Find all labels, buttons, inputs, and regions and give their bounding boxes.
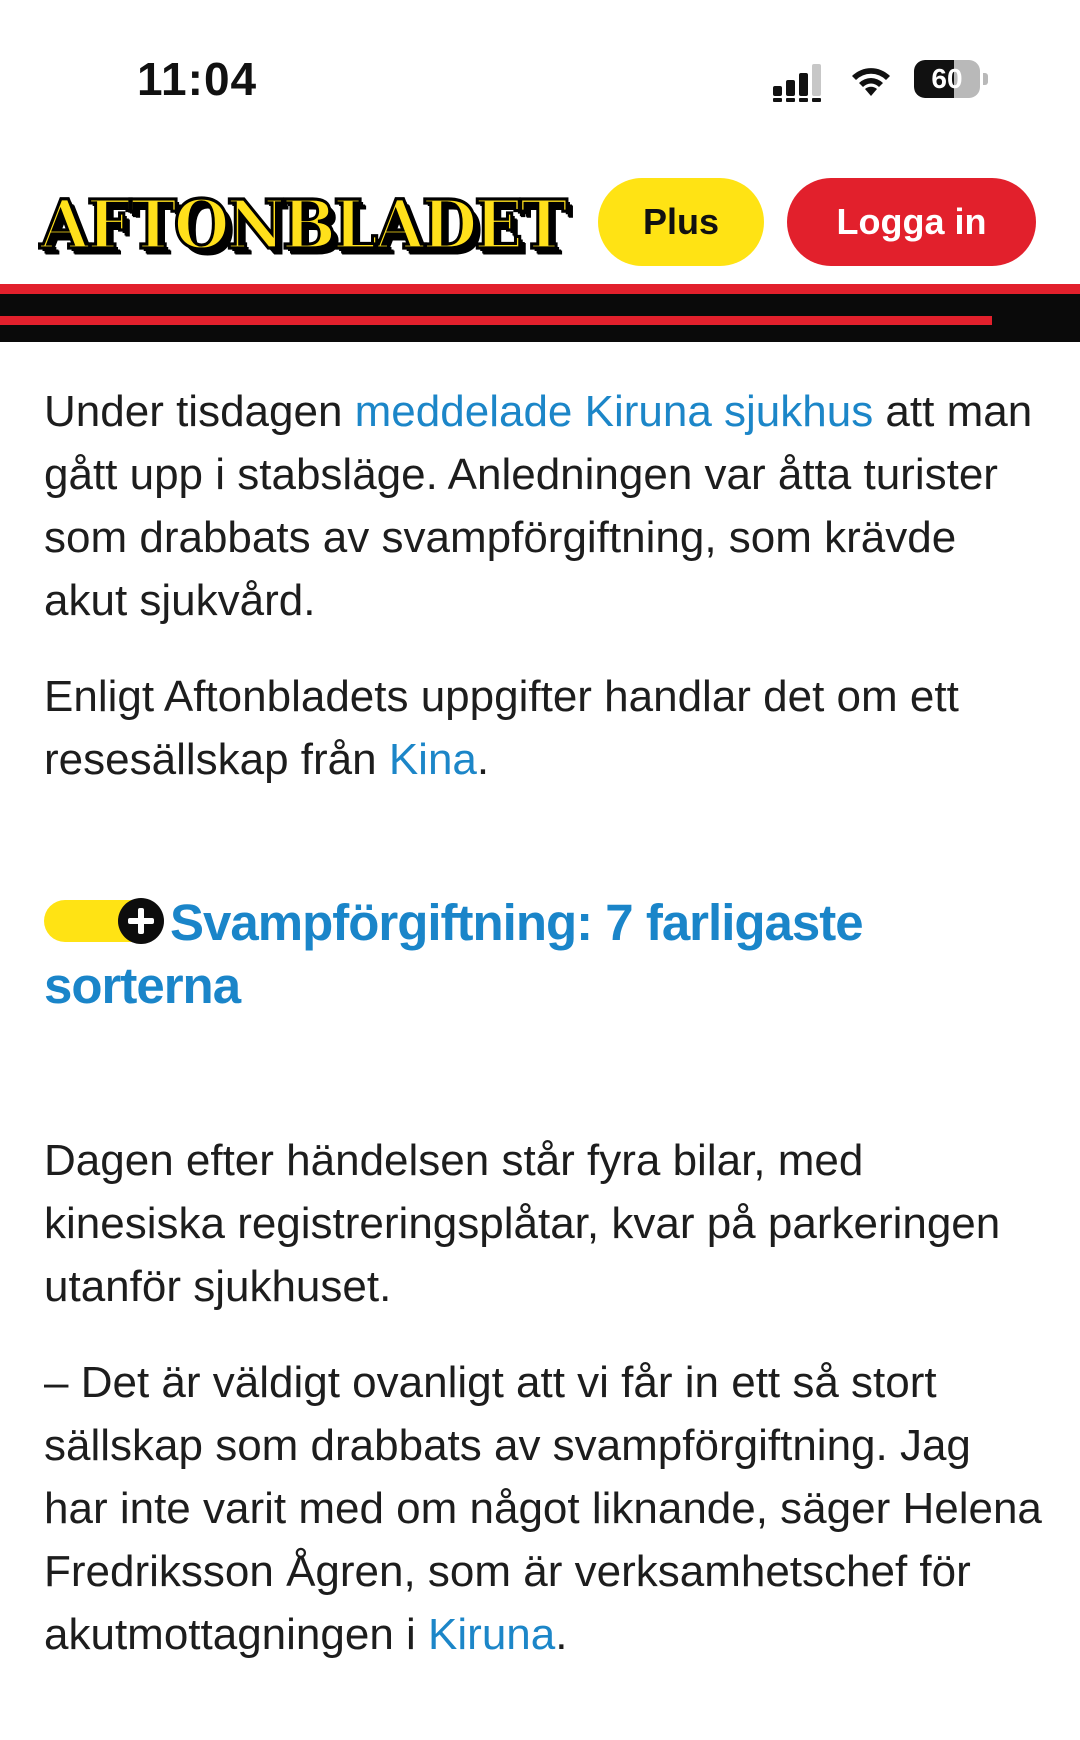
header-stripe xyxy=(0,284,1080,342)
site-header xyxy=(0,160,1080,284)
plus-badge-icon xyxy=(44,900,164,942)
aftonbladet-logo[interactable]: AFTONBLADET xyxy=(40,186,565,265)
link-kiruna-sjukhus[interactable]: meddelade Kiruna sjukhus xyxy=(354,387,874,436)
plus-button[interactable]: Plus xyxy=(598,178,764,266)
paragraph-4 xyxy=(44,1351,1044,1666)
link-kina[interactable]: Kina xyxy=(388,735,477,784)
status-bar xyxy=(0,0,1080,160)
paragraph-1 xyxy=(44,380,1044,632)
related-article-title: Svampförgiftning: 7 farligaste sorterna xyxy=(44,894,863,1014)
related-article-link[interactable] xyxy=(44,891,1044,1017)
cellular-signal-icon xyxy=(773,62,829,102)
battery-icon xyxy=(914,60,988,98)
stripe-red-top xyxy=(0,284,1080,294)
paragraph-2-text-end: . xyxy=(476,735,490,784)
status-time: 11:04 xyxy=(137,53,258,105)
paragraph-1-text-start: Under tisdagen xyxy=(44,387,355,436)
paragraph-1-text-end: att man gått upp i stabsläge. Anledningen var åtta turister som drabbats av svampförgiftning, som krävde akut sjukvård. xyxy=(44,387,1033,625)
battery-level: 60 xyxy=(931,63,963,94)
paragraph-4-text-end: . xyxy=(555,1610,568,1659)
paragraph-4-text-start: – Det är väldigt ovanligt att vi får in ett så stort sällskap som drabbats av svampförgiftning. Jag har inte varit med om något liknande, säger Helena Fredriksson Ågren, som är verksamhetschef för akutmottagningen i xyxy=(44,1358,1042,1659)
wifi-icon xyxy=(846,60,896,100)
paragraph-2-text-start: Enligt Aftonbladets uppgifter handlar det om ett resesällskap från xyxy=(44,672,959,784)
article-body xyxy=(44,380,1044,1666)
stripe-red-mid xyxy=(0,316,992,325)
link-kiruna[interactable]: Kiruna xyxy=(428,1610,556,1659)
paragraph-3: Dagen efter händelsen står fyra bilar, med kinesiska registreringsplåtar, kvar på parkeringen utanför sjukhuset. xyxy=(44,1136,1001,1311)
paragraph-2 xyxy=(44,665,1044,791)
login-button[interactable]: Logga in xyxy=(787,178,1036,266)
